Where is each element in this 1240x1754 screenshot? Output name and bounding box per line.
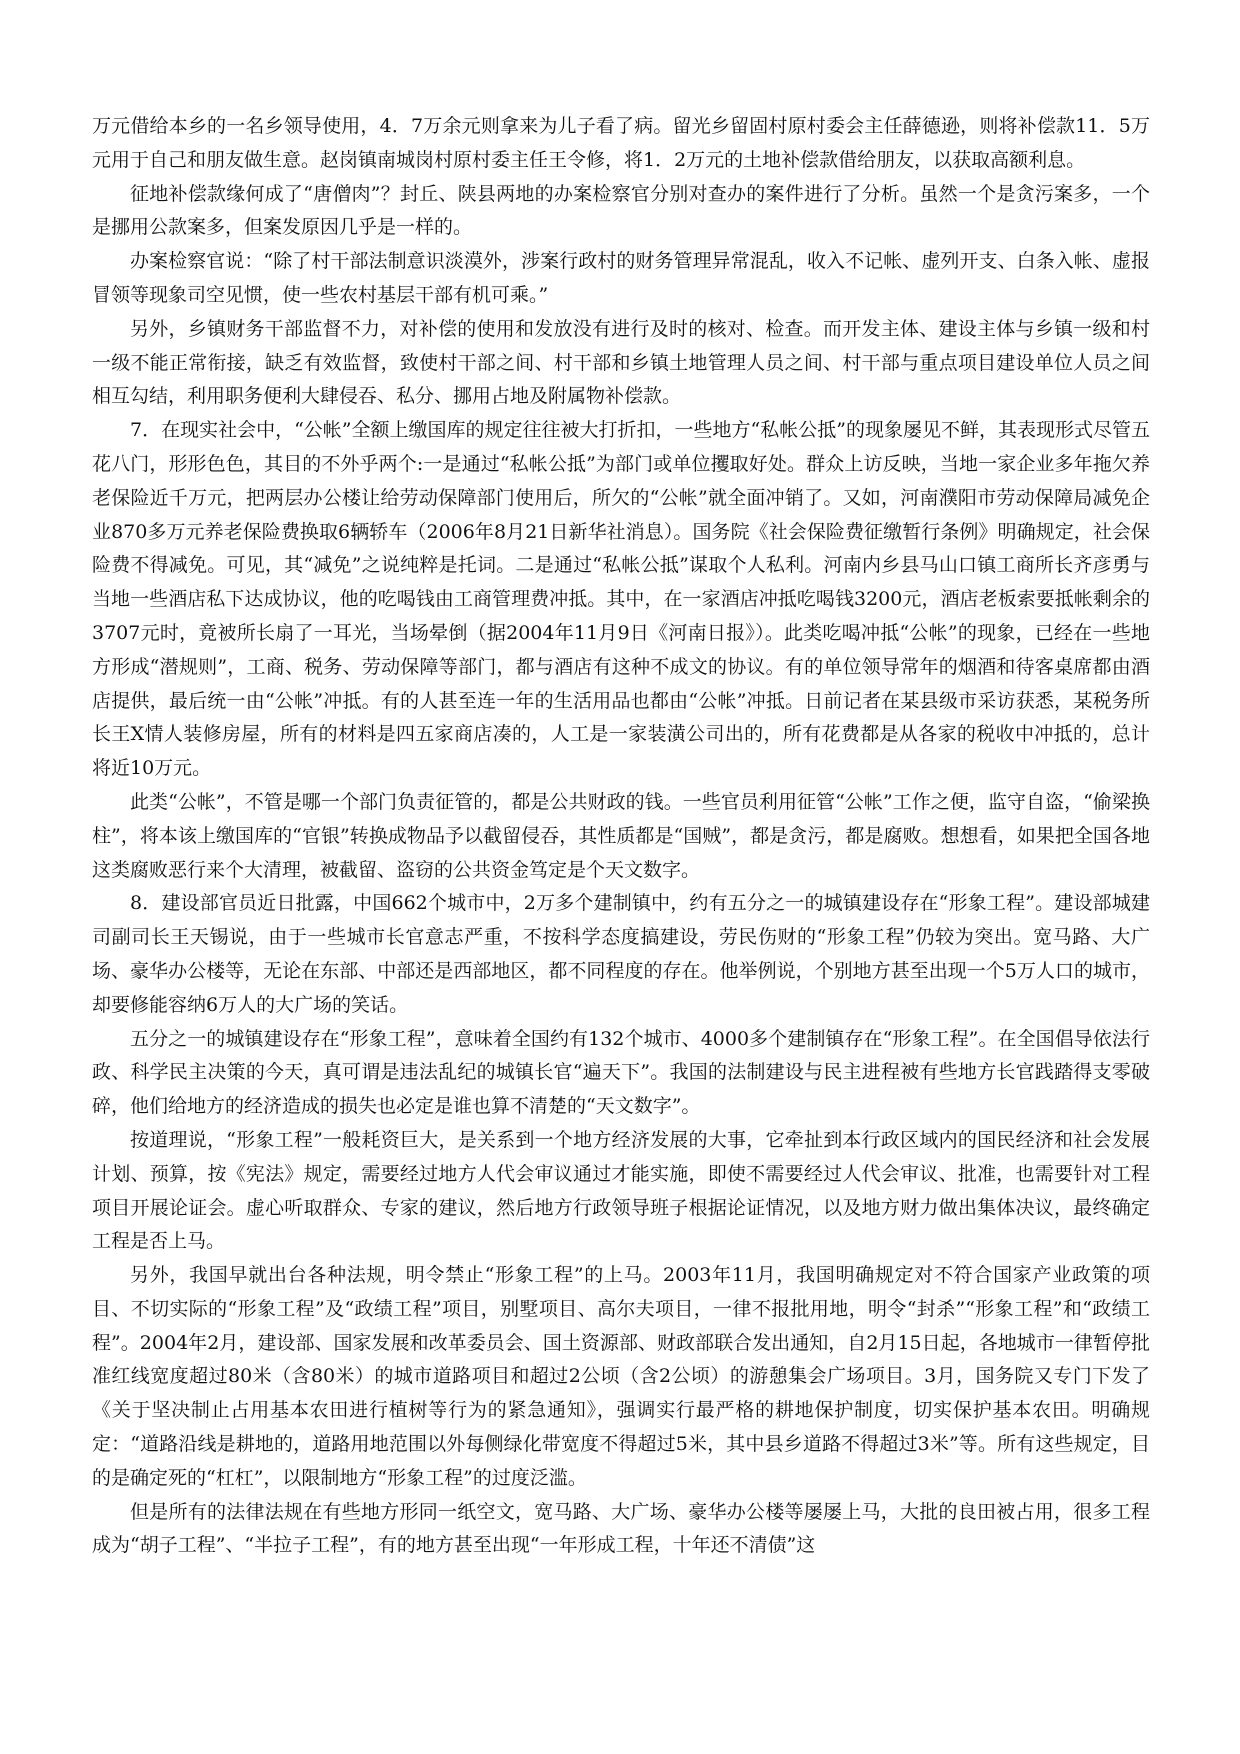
paragraph-8: 五分之一的城镇建设存在“形象工程”，意味着全国约有132个城市、4000多个建制镇存在“形象工程”。在全国倡导依法行政、科学民主决策的今天，真可谓是违法乱纪的城镇长官“遍天下”。我国的法制建设与民主进程被有些地方长官践踏得支零破碎，他们给地方的经济造成的损失也必定是谁也算不清楚的“天文数字”。 [92,1027,1150,1118]
paragraph-3: 办案检察官说：“除了村干部法制意识淡漠外，涉案行政村的财务管理异常混乱，收入不记帐、虚列开支、白条入帐、虚报冒领等现象司空见惯，使一些农村基层干部有机可乘。” [92,250,1150,306]
paragraph-10: 另外，我国早就出台各种法规，明令禁止“形象工程”的上马。2003年11月，我国明确规定对不符合国家产业政策的项目、不切实际的“形象工程”及“政绩工程”项目，别墅项目、高尔夫项目，一律不报批用地，明令“封杀”“形象工程”和“政绩工程”。2004年2月，建设部、国家发展和改革委员会、国土资源部、财政部联合发出通知，自2月15日起，各地城市一律暂停批准红线宽度超过80米（含80米）的城市道路项目和超过2公顷（含2公顷）的游憩集会广场项目。3月，国务院又专门下发了《关于坚决制止占用基本农田进行植树等行为的紧急通知》，强调实行最严格的耕地保护制度，切实保护基本农田。明确规定：“道路沿线是耕地的，道路用地范围以外每侧绿化带宽度不得超过5米，其中县乡道路不得超过3米”等。所有这些规定，目的是确定死的“杠杠”，以限制地方“形象工程”的过度泛滥。 [92,1264,1150,1489]
paragraph-1: 万元借给本乡的一名乡领导使用，4．7万余元则拿来为儿子看了病。留光乡留固村原村委会主任薛德逊，则将补偿款11．5万元用于自己和朋友做生意。赵岗镇南城岗村原村委主任王令修，将1．2万元的土地补偿款借给朋友，以获取高额利息。 [92,115,1150,171]
paragraph-4: 另外，乡镇财务干部监督不力，对补偿的使用和发放没有进行及时的核对、检查。而开发主体、建设主体与乡镇一级和村一级不能正常衔接，缺乏有效监督，致使村干部之间、村干部和乡镇土地管理人员之间、村干部与重点项目建设单位人员之间相互勾结，利用职务便利大肆侵吞、私分、挪用占地及附属物补偿款。 [92,317,1150,408]
paragraph-11: 但是所有的法律法规在有些地方形同一纸空文，宽马路、大广场、豪华办公楼等屡屡上马，大批的良田被占用，很多工程成为“胡子工程”、“半拉子工程”，有的地方甚至出现“一年形成工程，十年还不清债”这 [92,1500,1150,1557]
paragraph-5: 7．在现实社会中，“公帐”全额上缴国库的规定往往被大打折扣，一些地方“私帐公抵”的现象屡见不鲜，其表现形式尽管五花八门，形形色色，其目的不外乎两个:一是通过“私帐公抵”为部门或单位攫取好处。群众上访反映，当地一家企业多年拖欠养老保险近千万元，把两层办公楼让给劳动保障部门使用后，所欠的“公帐”就全面冲销了。又如，河南濮阳市劳动保障局减免企业870多万元养老保险费换取6辆轿车（2006年8月21日新华社消息）。国务院《社会保险费征缴暂行条例》明确规定，社会保险费不得减免。可见，其“减免”之说纯粹是托词。二是通过“私帐公抵”谋取个人私利。河南内乡县马山口镇工商所长齐彦勇与当地一些酒店私下达成协议，他的吃喝钱由工商管理费冲抵。其中，在一家酒店冲抵吃喝钱3200元，酒店老板索要抵帐剩余的3707元时，竟被所长扇了一耳光，当场晕倒（据2004年11月9日《河南日报》）。此类吃喝冲抵“公帐”的现象，已经在一些地方形成“潜规则”，工商、税务、劳动保障等部门，都与酒店有这种不成文的协议。有的单位领导常年的烟酒和待客桌席都由酒店提供，最后统一由“公帐”冲抵。有的人甚至连一年的生活用品也都由“公帐”冲抵。日前记者在某县级市采访获悉，某税务所长王X情人装修房屋，所有的材料是四五家商店凑的，人工是一家装潢公司出的，所有花费都是从各家的税收中冲抵的，总计将近10万元。 [92,419,1150,780]
paragraph-2: 征地补偿款缘何成了“唐僧肉”？封丘、陕县两地的办案检察官分别对查办的案件进行了分析。虽然一个是贪污案多，一个是挪用公款案多，但案发原因几乎是一样的。 [92,182,1150,239]
paragraph-6: 此类“公帐”，不管是哪一个部门负责征管的，都是公共财政的钱。一些官员利用征管“公帐”工作之便，监守自盗，“偷梁换柱”，将本该上缴国库的“官银”转换成物品予以截留侵吞，其性质都是“国贼”，都是贪污，都是腐败。想想看，如果把全国各地这类腐败恶行来个大清理，被截留、盗窃的公共资金笃定是个天文数字。 [92,790,1150,881]
document-body [92,110,1150,1563]
paragraph-9: 按道理说，“形象工程”一般耗资巨大，是关系到一个地方经济发展的大事，它牵扯到本行政区域内的国民经济和社会发展计划、预算，按《宪法》规定，需要经过地方人代会审议通过才能实施，即使不需要经过人代会审议、批准，也需要针对工程项目开展论证会。虚心听取群众、专家的建议，然后地方行政领导班子根据论证情况，以及地方财力做出集体决议，最终确定工程是否上马。 [92,1128,1150,1253]
paragraph-7: 8．建设部官员近日批露，中国662个城市中，2万多个建制镇中，约有五分之一的城镇建设存在“形象工程”。建设部城建司副司长王天锡说，由于一些城市长官意志严重，不按科学态度搞建设，劳民伤财的“形象工程”仍较为突出。宽马路、大广场、豪华办公楼等，无论在东部、中部还是西部地区，都不同程度的存在。他举例说，个别地方甚至出现一个5万人口的城市，却要修能容纳6万人的大广场的笑话。 [92,892,1150,1016]
